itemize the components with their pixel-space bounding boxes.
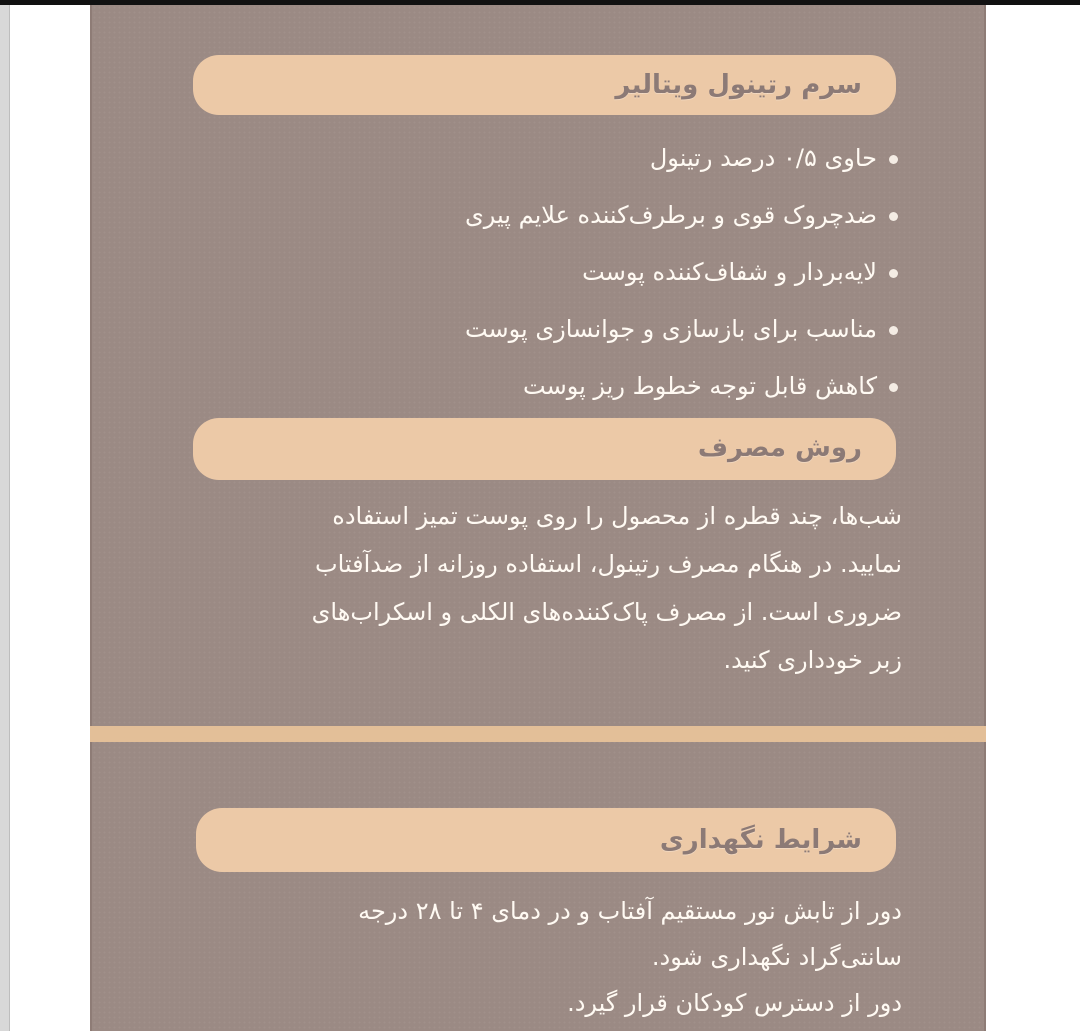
bullet-icon [889, 326, 898, 335]
storage-paragraph [190, 888, 902, 1026]
feature-item: کاهش قابل توجه خطوط ریز پوست [300, 358, 898, 415]
feature-item: مناسب برای بازسازی و جوانسازی پوست [300, 301, 898, 358]
usage-title: روش مصرف [697, 433, 862, 463]
product-title: سرم رتینول ویتالیر [615, 70, 862, 100]
usage-line: نمایید. در هنگام مصرف رتینول، استفاده روزانه از ضدآفتاب [314, 550, 902, 578]
feature-list [300, 130, 898, 415]
product-title-pill [193, 55, 896, 115]
bullet-icon [889, 212, 898, 221]
bullet-icon [889, 383, 898, 392]
storage-line: دور از تابش نور مستقیم آفتاب و در دمای ۴ تا ۲۸ درجه [358, 897, 902, 925]
feature-item: لایه‌بردار و شفاف‌کننده پوست [300, 244, 898, 301]
bullet-icon [889, 155, 898, 164]
storage-line: سانتی‌گراد نگهداری شود. [651, 943, 902, 971]
storage-line: دور از دسترس کودکان قرار گیرد. [567, 989, 902, 1017]
divider-stripe [90, 726, 986, 742]
bullet-icon [889, 269, 898, 278]
usage-line: شب‌ها، چند قطره از محصول را روی پوست تمیز استفاده [332, 502, 902, 530]
feature-item: حاوی ۰/۵ درصد رتینول [300, 130, 898, 187]
usage-title-pill [193, 418, 896, 480]
storage-title-pill [196, 808, 896, 872]
usage-paragraph [190, 492, 902, 684]
usage-line: ضروری است. از مصرف پاک‌کننده‌های الکلی و اسکراب‌های [311, 598, 902, 626]
left-edge [0, 5, 10, 1031]
storage-title: شرایط نگهداری [659, 825, 862, 855]
usage-line: زبر خودداری کنید. [723, 646, 902, 674]
feature-item: ضدچروک قوی و برطرف‌کننده علایم پیری [300, 187, 898, 244]
